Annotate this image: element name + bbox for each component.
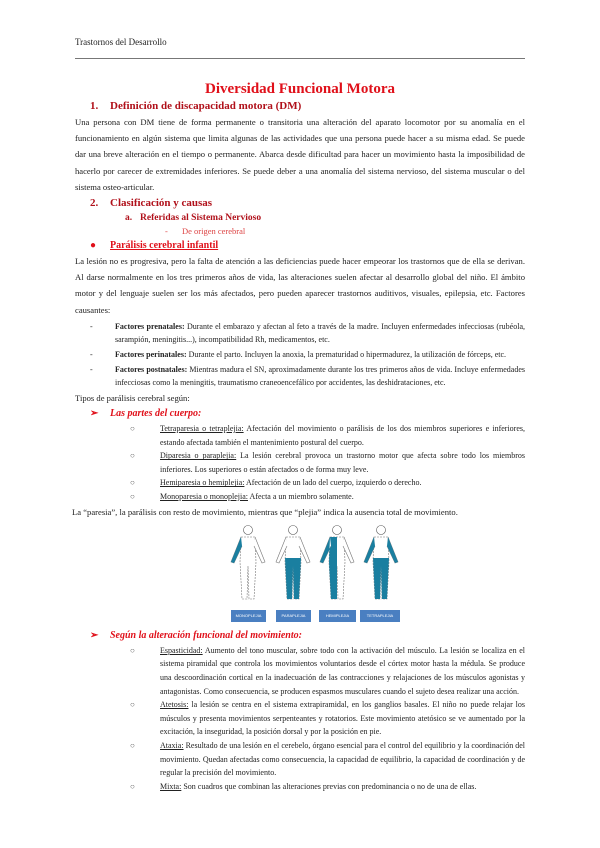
list-item: - Factores perinatales: Durante el parto. Incluyen la anoxia, la prematuridad o hipermadurez, la utilización de fórceps, etc. bbox=[90, 349, 507, 359]
figure-label: HEMIPLEJIA bbox=[319, 610, 356, 622]
figure-tetraplejia bbox=[364, 525, 398, 599]
figure-paraplejia bbox=[276, 525, 310, 599]
list-item: ○ Diparesia o paraplejia: La lesión cerebral provoca un trastorno motor que afecta sobre todo los miembros inferiores. Los superiores o están afectados o de forma muy leve. bbox=[130, 451, 525, 474]
types-intro: Tipos de parálisis cerebral según: bbox=[75, 392, 190, 403]
figure-monoplejia bbox=[231, 525, 265, 599]
header-rule bbox=[75, 58, 525, 59]
factors-list bbox=[75, 320, 525, 389]
section-1-text: Una persona con DM tiene de forma permanente o transitoria una alteración del aparato locomotor por su anomalía en el funcionamiento en algún sistema que limita algunas de las actividades que una persona puede hacer a su misma edad. Se puede dar una breve alteración en el tiempo o permanente. Abarca desde dificultad para hacer un movimiento hasta la imposibilidad de hacerlo por carecer de extremidades inferiores. Se puede deber a una anomalía del sistema nervioso, del sistema muscular o del sistema osteo-articular. bbox=[75, 117, 525, 192]
parts-heading: ➢ Las partes del cuerpo: bbox=[90, 408, 202, 420]
subsubsection-heading: - De origen cerebral bbox=[165, 226, 246, 237]
body-figures bbox=[75, 524, 525, 610]
paralysis-figure bbox=[75, 524, 525, 624]
list-item: ○ Atetosis: la lesión se centra en el sistema extrapiramidal, en los ganglios basales. El niño no puede relajar los músculos y presenta movimientos serpenteantes y rotatorios. Este movimiento atetósico se ve aumentado por la excitación, la inseguridad, la posición dorsal y por la posición en pie. bbox=[130, 700, 525, 737]
subsection-heading: a. Referidas al Sistema Nervioso bbox=[125, 213, 262, 224]
pci-text: La lesión no es progresiva, pero la falta de atención a las deficiencias puede hacer empeorar los trastornos que de ella se derivan. Al darse normalmente en los tres primeros años de vida, las alteraciones suelen afectar al desarrollo global del niño. El ámbito motor y del lenguaje suelen ser los más afectados, pero pueden aparecer trastornos auditivos, visuales, epilepsia, etc. Factores causantes: bbox=[75, 256, 525, 315]
figure-label: TETRAPLEJIA bbox=[360, 610, 400, 622]
running-header: Trastornos del Desarrollo bbox=[75, 37, 167, 47]
list-item: ○ Espasticidad: Aumento del tono muscular, sobre todo con la activación del músculo. La lesión se localiza en el sistema piramidal que controla los movimientos voluntarios desde el córtex motor hasta la médula. Se produce una descoordinación cortical en la inadecuación de las contracciones y relajaciones de los músculos agonistas y antagonistas. Como consecuencia, se producen espasmos musculares cuando el sujeto desea realizar una acción. bbox=[130, 645, 525, 696]
figure-label: MONOPLEJIA bbox=[231, 610, 266, 622]
figure-label: PARAPLEJIA bbox=[276, 610, 311, 622]
paresia-note: La “paresia”, la parálisis con resto de movimiento, mientras que “plejia” indica la ausencia total de movimiento. bbox=[72, 506, 458, 517]
list-item: ○ Mixta: Son cuadros que combinan las alteraciones previas con predominancia o no de una de ellas. bbox=[130, 781, 477, 791]
section-2-heading: 2. Clasificación y causas bbox=[90, 197, 213, 210]
list-item: ○ Tetraparesia o tetraplejia: Afectación del movimiento o parálisis de los dos miembros superiores e inferiores, estando afectada también el mantenimiento postural del cuerpo. bbox=[130, 424, 526, 447]
section-1-heading: 1. Definición de discapacidad motora (DM) bbox=[90, 100, 302, 112]
list-item: - Factores postnatales: Mientras madura el SN, aproximadamente durante los tres primeros años de vida. Incluye enfermedades infecciosas como la meningitis, traumatismo craneoencefálico por accidentes, las deshidrataciones, etc. bbox=[90, 364, 525, 387]
page-title: Diversidad Funcional Motora bbox=[205, 81, 395, 97]
list-item: ○ Ataxia: Resultado de una lesión en el cerebelo, órgano esencial para el control del equilibrio y la coordinación del movimiento. Quedan afectadas como consecuencia, la capacidad de equilibrio, la capacidad de coordinación y de regular la precisión del movimiento. bbox=[130, 740, 525, 778]
list-item: ○ Hemiparesia o hemiplejia: Afectación de un lado del cuerpo, izquierdo o derecho. bbox=[130, 478, 422, 488]
figure-hemiplejia bbox=[320, 525, 354, 599]
bullet-heading: ● Parálisis cerebral infantil bbox=[90, 240, 219, 252]
list-item: ○ Monoparesia o monoplejia: Afecta a un miembro solamente. bbox=[130, 492, 354, 501]
functional-heading: ➢ Según la alteración funcional del movimiento: bbox=[90, 629, 302, 641]
list-item: - Factores prenatales: Durante el embarazo y afectan al feto a través de la madre. Incluyen enfermedades infecciosas (rubéola, sarampión, meningitis...), incompatibilidad Rh, medicamentos, etc. bbox=[90, 321, 525, 344]
